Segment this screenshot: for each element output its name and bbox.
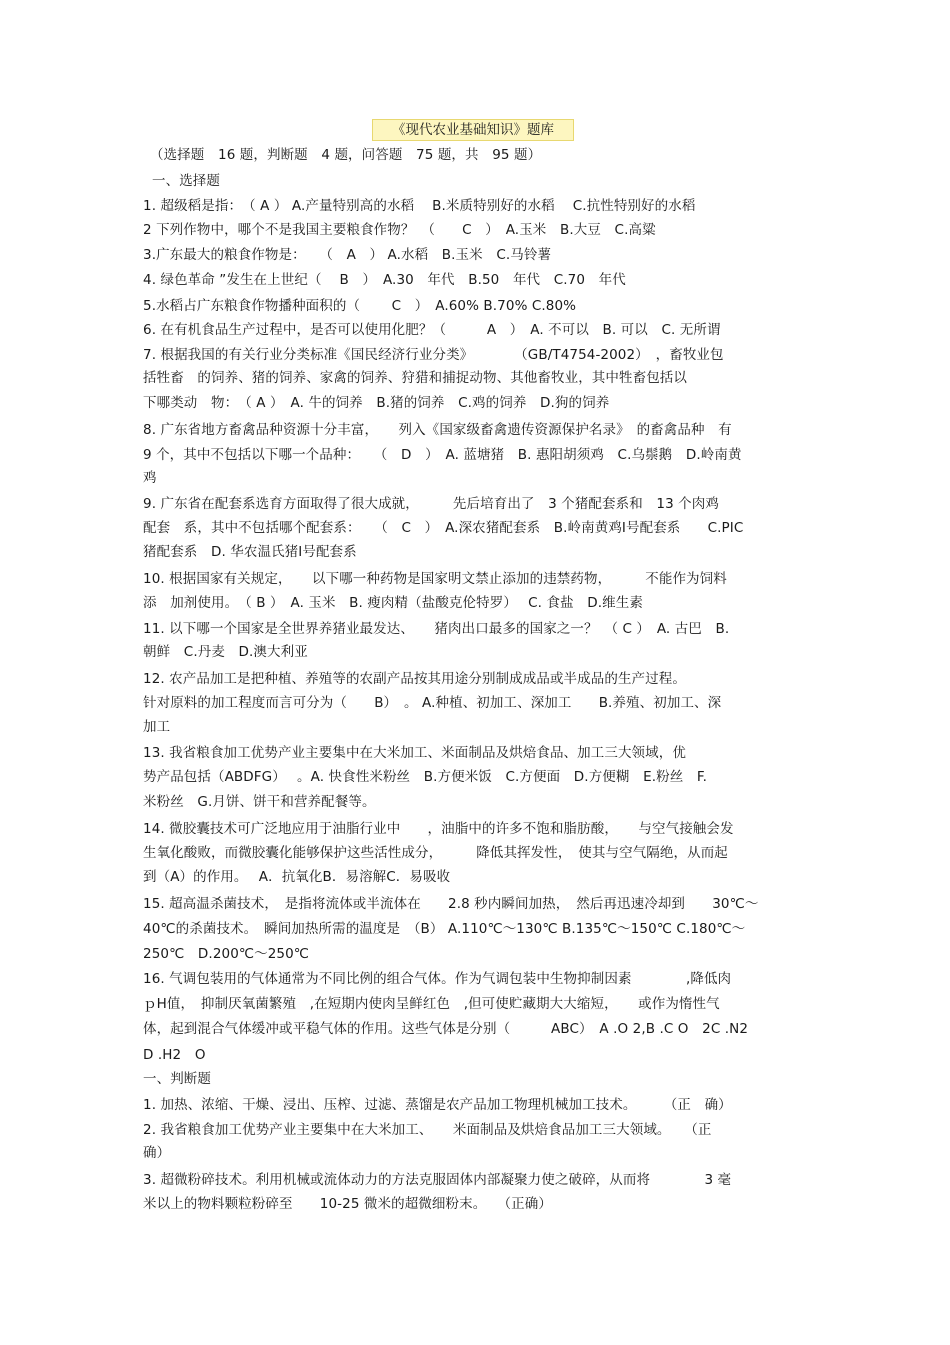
- text-line: 针对原料的加工程度而言可分为（ B） 。 A.种植、初加工、深加工 B.养殖、初加工、深: [143, 695, 722, 711]
- text-line: 一、选择题: [152, 173, 220, 189]
- text-line: 2. 我省粮食加工优势产业主要集中在大米加工、 米面制品及烘焙食品加工三大领域。 （正: [143, 1122, 712, 1138]
- text-line: 7. 根据我国的有关行业分类标准《国民经济行业分类》 （GB/T4754-2002） ，畜牧业包: [143, 347, 724, 363]
- text-line: 9. 广东省在配套系选育方面取得了很大成就， 先后培育出了 3 个猪配套系和 13 个肉鸡: [143, 496, 719, 512]
- text-line: 13. 我省粮食加工优势产业主要集中在大米加工、米面制品及烘焙食品、加工三大领域，优: [143, 745, 686, 761]
- text-line: 鸡: [143, 470, 157, 486]
- text-line: D .H2 O: [143, 1047, 206, 1063]
- text-line: 2 下列作物中，哪个不是我国主要粮食作物？ （ C ） A.玉米 B.大豆 C.高粱: [143, 222, 656, 238]
- text-line: 朝鲜 C.丹麦 D.澳大利亚: [143, 644, 308, 660]
- text-line: ｐH值， 抑制厌氧菌繁殖 ,在短期内使肉呈鲜红色 ,但可使贮藏期大大缩短， 或作为惰性气: [143, 996, 720, 1012]
- text-line: 加工: [143, 719, 171, 735]
- text-line: 米以上的物料颗粒粉碎至 10-25 微米的超微细粉末。 （正确）: [143, 1196, 552, 1212]
- text-line: 括牲畜 的饲养、猪的饲养、家禽的饲养、狩猎和捕捉动物、其他畜牧业，其中牲畜包括以: [143, 370, 687, 386]
- text-line: 确）: [143, 1145, 171, 1161]
- document-title: 《现代农业基础知识》题库: [372, 119, 574, 141]
- text-line: 5.水稻占广东粮食作物播种面积的（ C ） A.60% B.70% C.80%: [143, 298, 577, 314]
- text-line: 3.广东最大的粮食作物是： （ A ） A.水稻 B.玉米 C.马铃薯: [143, 247, 552, 263]
- text-line: （选择题 16 题，判断题 4 题，问答题 75 题，共 95 题）: [150, 147, 542, 163]
- text-line: 猪配套系 D. 华农温氏猪Ⅰ号配套系: [143, 544, 357, 560]
- text-line: 3. 超微粉碎技术。利用机械或流体动力的方法克服固体内部凝聚力使之破碎，从而将 3 毫: [143, 1172, 732, 1188]
- text-line: 生氧化酸败，而微胶囊化能够保护这些活性成分， 降低其挥发性， 使其与空气隔绝，从而起: [143, 845, 728, 861]
- text-line: 1. 超级稻是指： （ A ） A.产量特别高的水稻 B.米质特别好的水稻 C.抗性特别好的水稻: [143, 198, 696, 214]
- text-line: 10. 根据国家有关规定， 以下哪一种药物是国家明文禁止添加的违禁药物， 不能作为饲料: [143, 571, 727, 587]
- text-line: 40℃的杀菌技术。 瞬间加热所需的温度是 （B） A.110℃～130℃ B.135℃～150℃ C.180℃～: [143, 921, 746, 937]
- text-line: 6. 在有机食品生产过程中，是否可以使用化肥？（ A ） A. 不可以 B. 可以 C. 无所谓: [143, 322, 721, 338]
- text-line: 配套 系，其中不包括哪个配套系： （ C ） A.深农猪配套系 B.岭南黄鸡Ⅰ号配套系 C.PIC: [143, 520, 744, 536]
- text-line: 体，起到混合气体缓冲或平稳气体的作用。这些气体是分别（ ABC） A .O 2,B .C O 2C .N2: [143, 1021, 749, 1037]
- text-line: 12. 农产品加工是把种植、养殖等的农副产品按其用途分别制成成品或半成品的生产过程。: [143, 671, 686, 687]
- text-line: 9 个，其中不包括以下哪一个品种： （ D ） A. 蓝塘猪 B. 惠阳胡须鸡 C.乌鬃鹅 D.岭南黄: [143, 447, 742, 463]
- text-line: 下哪类动 物： （ A ） A. 牛的饲养 B.猪的饲养 C.鸡的饲养 D.狗的饲养: [143, 395, 610, 411]
- text-line: 到（A）的作用。 A．抗氧化B．易溶解C．易吸收: [143, 869, 451, 885]
- text-line: 8. 广东省地方畜禽品种资源十分丰富， 列入《国家级畜禽遗传资源保护名录》 的畜禽品种 有: [143, 422, 732, 438]
- text-line: 势产品包括（ABDFG） 。A. 快食性米粉丝 B.方便米饭 C.方便面 D.方便糊 E.粉丝 F.: [143, 769, 708, 785]
- text-line: 11. 以下哪一个国家是全世界养猪业最发达、 猪肉出口最多的国家之一？ （ C ） A. 古巴 B.: [143, 621, 730, 637]
- text-line: 米粉丝 G.月饼、饼干和营养配餐等。: [143, 794, 376, 810]
- text-line: 15. 超高温杀菌技术， 是指将流体或半流体在 2.8 秒内瞬间加热， 然后再迅速冷却到 30℃～: [143, 896, 759, 912]
- text-line: 一、判断题: [143, 1071, 211, 1087]
- text-line: 4. 绿色革命 ”发生在上世纪（ B ） A.30 年代 B.50 年代 C.70 年代: [143, 272, 626, 288]
- text-line: 1. 加热、浓缩、干燥、浸出、压榨、过滤、蒸馏是农产品加工物理机械加工技术。 （正 确）: [143, 1097, 732, 1113]
- text-line: 250℃ D.200℃～250℃: [143, 946, 310, 962]
- text-line: 添 加剂使用。 （ B ） A. 玉米 B. 瘦肉精（盐酸克伦特罗） C. 食盐 D.维生素: [143, 595, 643, 611]
- text-line: 16. 气调包装用的气体通常为不同比例的组合气体。作为气调包装中生物抑制因素 ,降低肉: [143, 971, 732, 987]
- text-line: 14. 微胶囊技术可广泛地应用于油脂行业中 ，油脂中的许多不饱和脂肪酸， 与空气接触会发: [143, 821, 734, 837]
